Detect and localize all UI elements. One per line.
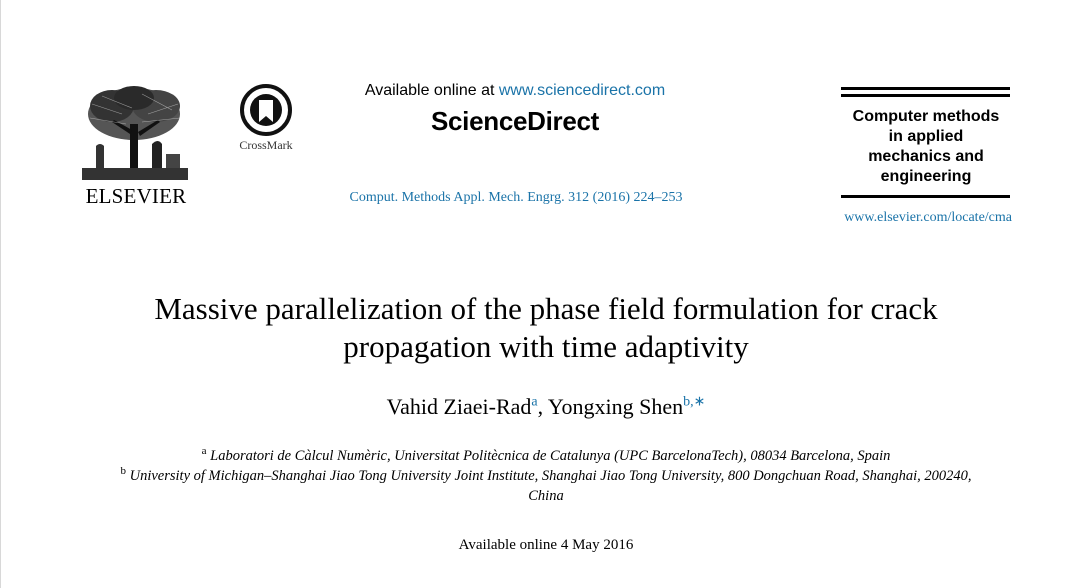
sciencedirect-brand: ScienceDirect xyxy=(430,106,600,136)
author-separator: , xyxy=(537,394,548,419)
journal-title xyxy=(836,107,1016,187)
author-list xyxy=(80,394,1012,420)
journal-rule-top xyxy=(841,87,1010,90)
affiliation-text: University of Michigan–Shanghai Jiao Tong University Joint Institute, Shanghai Jiao Tong University, 800 Dongchuan Road, Shanghai, 200240, xyxy=(129,468,972,484)
crossmark-icon[interactable] xyxy=(240,84,292,136)
journal-reference-link[interactable]: Comput. Methods Appl. Mech. Engrg. 312 (2016) 224–253 xyxy=(349,190,683,205)
page-border xyxy=(0,0,1,588)
affiliation-mark: a xyxy=(201,445,207,458)
elsevier-tree-logo xyxy=(82,84,188,180)
paper-title-line: propagation with time adaptivity xyxy=(343,329,749,364)
author-name: Vahid Ziaei-Rad xyxy=(386,394,532,419)
affiliation-b xyxy=(80,466,1012,506)
journal-rule-bottom xyxy=(841,195,1010,198)
affiliation-a xyxy=(80,446,1012,466)
affiliation-marker-link[interactable]: b,∗ xyxy=(683,394,706,410)
publisher-name: ELSEVIER xyxy=(85,184,187,208)
available-online-line xyxy=(330,82,700,100)
sciencedirect-link[interactable]: www.sciencedirect.com xyxy=(498,82,666,99)
affiliation-text-continued: China xyxy=(528,488,564,504)
available-prefix: Available online at xyxy=(364,82,495,99)
affiliation-text: Laboratori de Càlcul Numèric, Universitat Politècnica de Catalunya (UPC BarcelonaTech), 08034 Barcelona, Spain xyxy=(210,448,891,464)
available-online-date: Available online 4 May 2016 xyxy=(458,537,634,553)
affiliation-mark: b xyxy=(120,465,126,478)
journal-title-line: engineering xyxy=(880,168,972,185)
paper-title xyxy=(80,290,1012,366)
journal-url-link[interactable]: www.elsevier.com/locate/cma xyxy=(844,210,1012,225)
author-name: Yongxing Shen xyxy=(547,394,684,419)
affiliation-marker-link[interactable]: a xyxy=(531,394,538,410)
crossmark-label: CrossMark xyxy=(239,138,293,152)
journal-title-line: Computer methods xyxy=(852,108,1000,125)
journal-title-line: mechanics and xyxy=(868,148,984,165)
journal-title-line: in applied xyxy=(888,128,964,145)
journal-rule-top-2 xyxy=(841,94,1010,97)
paper-title-line: Massive parallelization of the phase field formulation for crack xyxy=(154,291,938,326)
